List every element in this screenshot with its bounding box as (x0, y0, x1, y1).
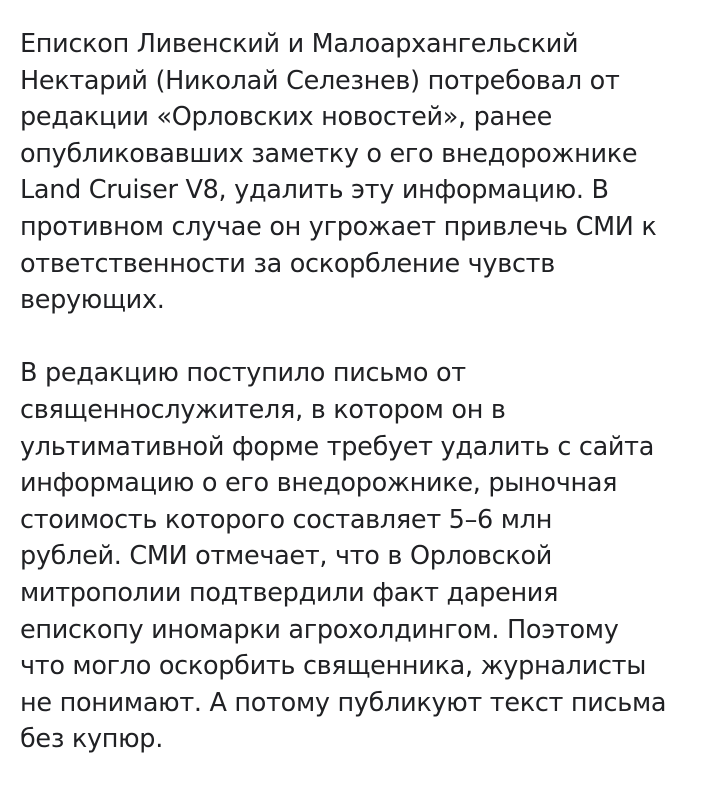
paragraph-line: верующих. (20, 285, 165, 316)
paragraph-line: опубликовавших заметку о его внедорожнике (20, 138, 638, 169)
paragraph-line: священнослужителя, в котором он в (20, 394, 506, 425)
paragraph-line: Land Cruiser V8, удалить эту информацию. В (20, 175, 609, 206)
paragraph-line: без купюр. (20, 724, 164, 755)
paragraph-spacer (20, 319, 710, 356)
paragraph-line: рублей. СМИ отмечает, что в Орловской (20, 541, 553, 572)
paragraph-line: редакции «Орловских новостей», ранее (20, 102, 553, 133)
paragraph-line: ответственности за оскорбление чувств (20, 248, 555, 279)
paragraph-line: Нектарий (Николай Селезнев) потребовал от (20, 65, 620, 96)
paragraph-line: епископу иномарки агрохолдингом. Поэтому (20, 614, 619, 645)
paragraph-line: В редакцию поступило письмо от (20, 358, 466, 389)
paragraph-line: Епископ Ливенский и Малоархангельский (20, 29, 579, 59)
paragraph-line: митрополии подтвердили факт дарения (20, 577, 559, 608)
paragraph-line: противном случае он угрожает привлечь СМИ к (20, 211, 657, 242)
paragraph-1 (20, 26, 710, 319)
paragraph-2 (20, 355, 710, 758)
paragraph-line: что могло оскорбить священника, журналисты (20, 651, 647, 682)
paragraph-line: не понимают. А потому публикуют текст письма (20, 687, 667, 718)
article-body (20, 26, 710, 758)
paragraph-line: стоимость которого составляет 5–6 млн (20, 504, 553, 535)
paragraph-line: ультимативной форме требует удалить с сайта (20, 431, 655, 462)
paragraph-line: информацию о его внедорожнике, рыночная (20, 468, 618, 499)
